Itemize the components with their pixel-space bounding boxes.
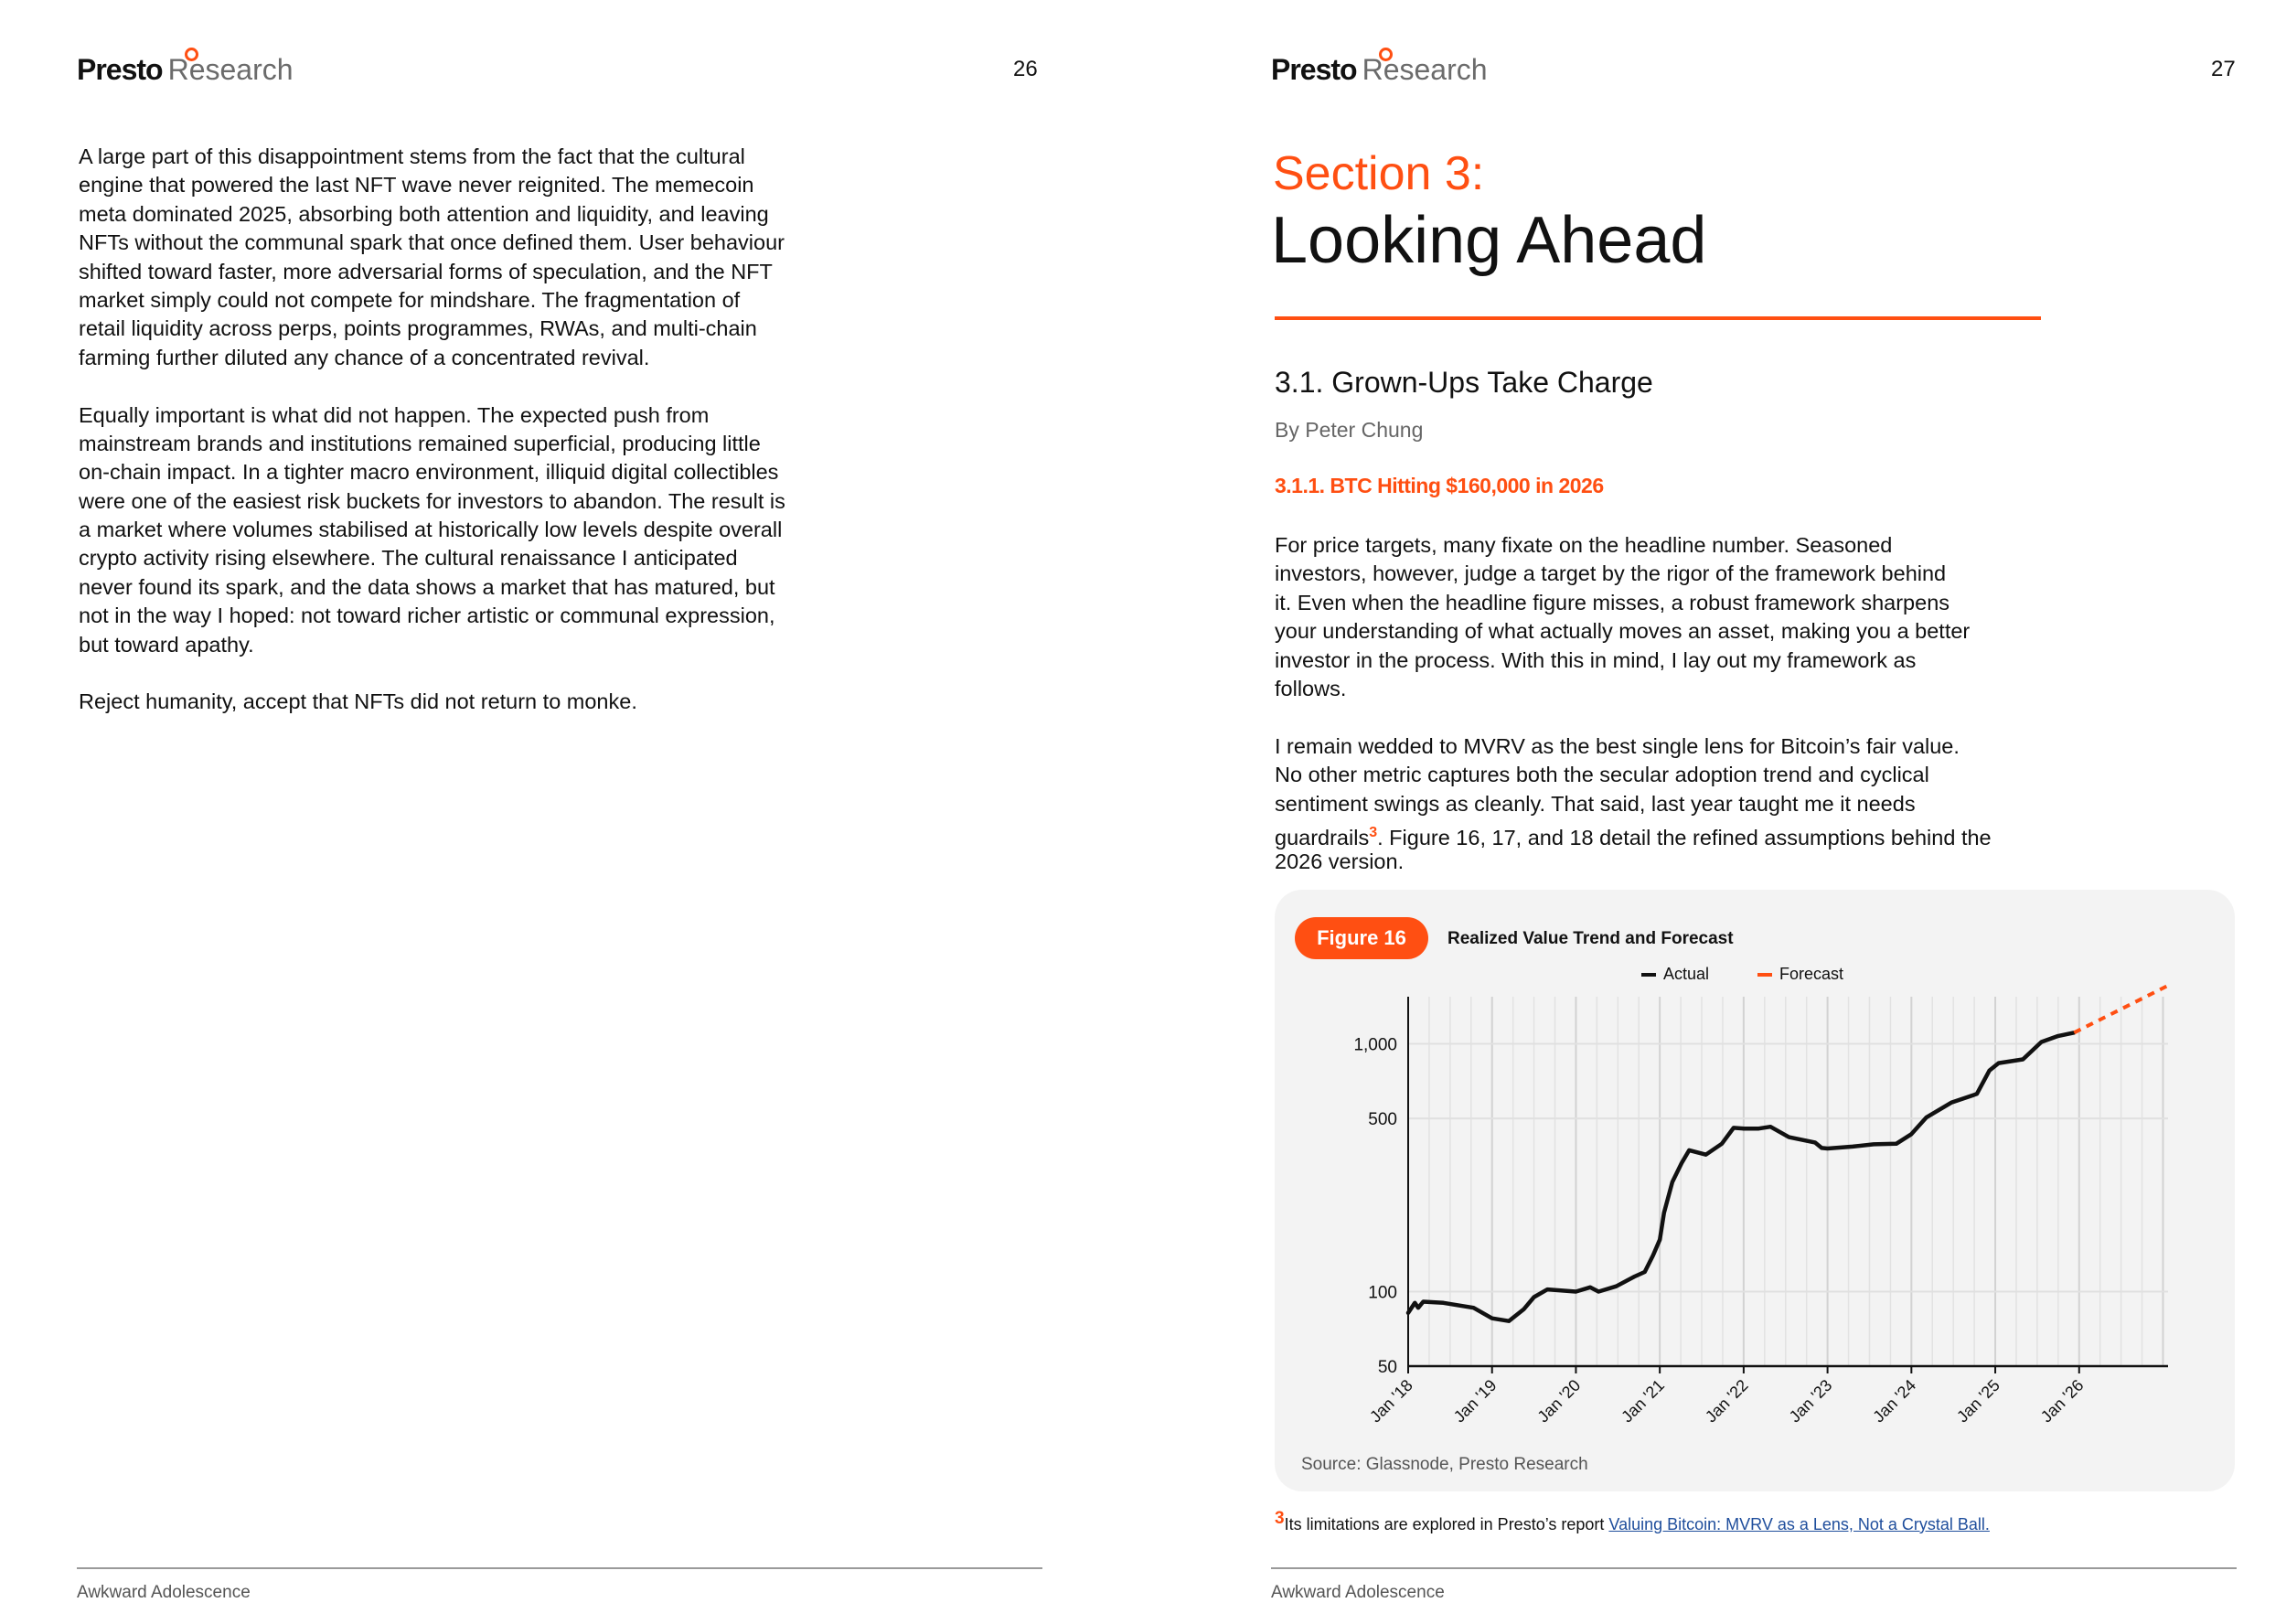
section-label: Section 3: [1273,147,1485,200]
text-line: never found its spark, and the data shows a market that has matured, but [79,574,775,599]
x-tick-label: Jan '26 [2036,1375,2088,1426]
y-tick-label: 500 [1368,1110,1397,1130]
text-line: shifted toward faster, more adversarial forms of speculation, and the NFT [79,259,773,283]
footnote-text: Its limitations are explored in Presto’s report [1284,1515,1609,1533]
text-line: it. Even when the headline figure misses, a robust framework sharpens [1275,590,1950,614]
x-tick-label: Jan '21 [1618,1375,1668,1426]
text-line: were one of the easiest risk buckets for investors to abandon. The result is [79,488,785,513]
footnote-mark: 3 [1275,1509,1285,1528]
figure-title: Realized Value Trend and Forecast [1447,929,1734,948]
text-line: meta dominated 2025, absorbing both attention and liquidity, and leaving [79,201,769,226]
x-tick-label: Jan '22 [1701,1375,1752,1426]
footer-title: Awkward Adolescence [77,1583,251,1602]
byline: By Peter Chung [1275,418,1424,442]
page-number: 27 [2211,57,2236,81]
logo-brand: Presto [1271,53,1357,86]
legend-label: Forecast [1779,965,1844,983]
x-tick-label: Jan '24 [1869,1375,1920,1426]
y-tick-label: 1,000 [1353,1035,1397,1055]
text-line: market simply could not compete for mindshare. The fragmentation of [79,287,741,312]
section-title: Looking Ahead [1271,204,1707,277]
report-link[interactable]: Valuing Bitcoin: MVRV as a Lens, Not a Crystal Ball. [1608,1515,1990,1533]
text-line: A large part of this disappointment stems from the fact that the cultural [79,144,745,168]
text: 2026 version. [1275,849,1405,873]
footnote [1275,1509,1990,1534]
subheading-3-1-1: 3.1.1. BTC Hitting $160,000 in 2026 [1275,474,1604,497]
text-line: follows. [1275,676,1347,700]
text-line: your understanding of what actually moves an asset, making you a better [1275,619,1971,644]
text-line: investors, however, judge a target by the rigor of the framework behind [1275,561,1947,586]
text-line: but toward apathy. [79,632,254,657]
text-line: For price targets, many fixate on the headline number. Seasoned [1275,533,1893,557]
legend-label: Actual [1663,965,1710,983]
text-line: crypto activity rising elsewhere. The cultural renaissance I anticipated [79,546,738,571]
figure-source: Source: Glassnode, Presto Research [1301,1455,1588,1474]
x-tick-label: Jan '23 [1785,1375,1836,1426]
footer-title: Awkward Adolescence [1271,1583,1445,1602]
text: guardrails [1275,826,1370,849]
text-line: retail liquidity across perps, points programmes, RWAs, and multi-chain [79,316,757,341]
logo-brand: Presto [77,53,163,86]
footnote-ref[interactable]: 3 [1369,825,1378,841]
text-line: on-chain impact. In a tighter macro environment, illiquid digital collectibles [79,460,779,485]
x-tick-label: Jan '25 [1953,1375,2003,1426]
heading-3-1: 3.1. Grown-Ups Take Charge [1275,366,1653,399]
text-line: Reject humanity, accept that NFTs did not return to monke. [79,689,637,714]
text-line: a market where volumes stabilised at historically low levels despite overall [79,518,783,542]
text-line: Equally important is what did not happen. The expected push from [79,402,710,427]
logo-suffix: Research [1362,53,1488,86]
text-line: farming further diluted any chance of a concentrated revival. [79,345,650,369]
text: . Figure 16, 17, and 18 detail the refined assumptions behind the [1377,826,1992,849]
text-line: NFTs without the communal spark that once defined them. User behaviour [79,230,785,255]
text-line: I remain wedded to MVRV as the best single lens for Bitcoin’s fair value. [1275,734,1960,758]
text-line: not in the way I hoped: not toward richer artistic or communal expression, [79,604,775,628]
x-tick-label: Jan '19 [1449,1375,1501,1426]
figure-label-badge: Figure 16 [1295,917,1428,959]
footer-divider [1271,1567,2237,1569]
text-line: mainstream brands and institutions remained superficial, producing little [79,431,761,455]
text-line: No other metric captures both the secular adoption trend and cyclical [1275,763,1929,787]
text-line: sentiment swings as cleanly. That said, last year taught me it needs [1275,791,1916,816]
y-tick-label: 100 [1368,1283,1397,1303]
x-tick-label: Jan '18 [1366,1375,1416,1426]
y-tick-label: 50 [1377,1358,1397,1377]
text-line: engine that powered the last NFT wave never reignited. The memecoin [79,173,754,198]
page-number: 26 [1013,57,1038,81]
logo-suffix: Research [167,53,294,86]
text-line: investor in the process. With this in mind, I lay out my framework as [1275,647,1917,672]
x-tick-label: Jan '20 [1533,1375,1585,1426]
